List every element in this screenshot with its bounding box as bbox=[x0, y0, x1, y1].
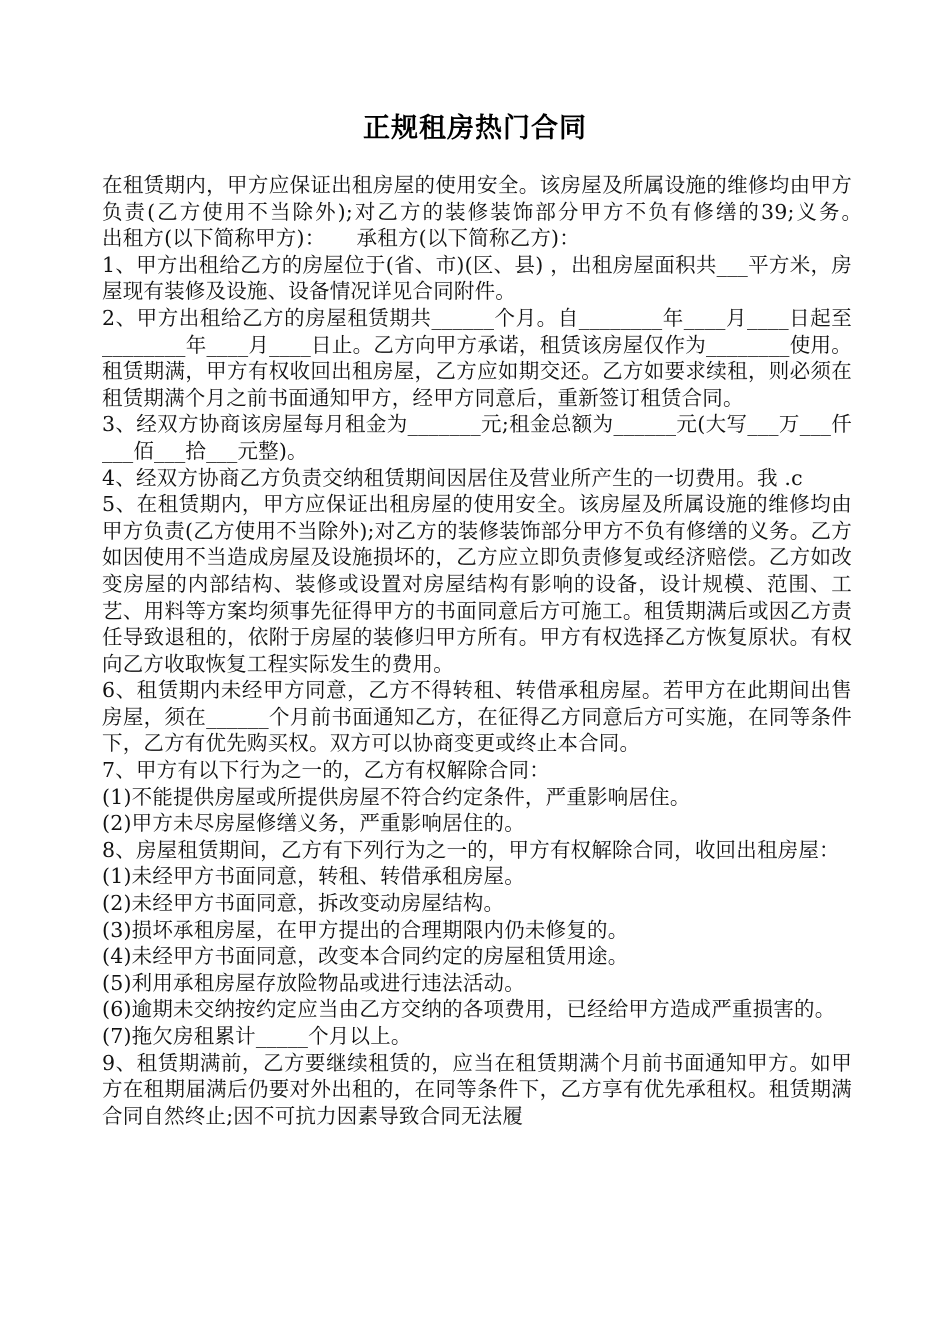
document-title: 正规租房热门合同 bbox=[363, 113, 587, 144]
paragraph-clause-8-item-4: (4)未经甲方书面同意，改变本合同约定的房屋租赁用途。 bbox=[102, 944, 629, 969]
paragraph-clause-9: 9、租赁期满前，乙方要继续租赁的，应当在租赁期满个月前书面通知甲方。如甲方在租期届满后仍要对外出租的，在同等条件下，乙方享有优先承租权。租赁期满合同自然终止;因不可抗力因素导致合同无法履 bbox=[102, 1050, 852, 1128]
paragraph-clause-8-item-6: (6)逾期未交纳按约定应当由乙方交纳的各项费用，已经给甲方造成严重损害的。 bbox=[102, 997, 836, 1022]
paragraph-clause-8-item-2: (2)未经甲方书面同意，拆改变动房屋结构。 bbox=[102, 891, 505, 916]
document-body bbox=[102, 172, 894, 1129]
paragraph-clause-7: 7、甲方有以下行为之一的，乙方有权解除合同： bbox=[102, 758, 550, 783]
paragraph-clause-2: 2、甲方出租给乙方的房屋租赁期共______个月。自________年____月____日起至________年____月____日止。乙方向甲方承诺，租赁该房屋仅作为________使用。 租赁期满，甲方有权收回出租房屋，乙方应如期交还。乙方如要求续租，则必须在租赁期满个月之前书面通知甲方，经甲方同意后，重新签订租赁合同。 bbox=[102, 305, 852, 410]
paragraph-clause-8-item-5: (5)利用承租房屋存放险物品或进行违法活动。 bbox=[102, 970, 525, 995]
paragraph-clause-5: 5、在租赁期内，甲方应保证出租房屋的使用安全。该房屋及所属设施的维修均由甲方负责(乙方使用不当除外);对乙方的装修装饰部分甲方不负有修缮的义务。乙方如因使用不当造成房屋及设施损坏的，乙方应立即负责修复或经济赔偿。乙方如改变房屋的内部结构、装修或设置对房屋结构有影响的设备，设计规模、范围、工艺、用料等方案均须事先征得甲方的书面同意后方可施工。租赁期满后或因乙方责任导致退租的，依附于房屋的装修归甲方所有。甲方有权选择乙方恢复原状。有权向乙方收取恢复工程实际发生的费用。 bbox=[102, 492, 852, 676]
paragraph-clause-6: 6、租赁期内未经甲方同意，乙方不得转租、转借承租房屋。若甲方在此期间出售房屋，须在______个月前书面通知乙方，在征得乙方同意后方可实施，在同等条件下，乙方有优先购买权。双方可以协商变更或终止本合同。 bbox=[102, 678, 852, 756]
paragraph-clause-4: 4、经双方协商乙方负责交纳租赁期间因居住及营业所产生的一切费用。我 .c bbox=[102, 465, 803, 490]
paragraph-intro: 在租赁期内，甲方应保证出租房屋的使用安全。该房屋及所属设施的维修均由甲方负责(乙方使用不当除外);对乙方的装修装饰部分甲方不负有修缮的39;义务。 出租方(以下简称甲方)： 承租方(以下简称乙方)： bbox=[102, 173, 894, 251]
paragraph-clause-3: 3、经双方协商该房屋每月租金为_______元;租金总额为______元(大写___万___仟___佰___拾___元整)。 bbox=[102, 412, 852, 463]
paragraph-clause-7-item-2: (2)甲方未尽房屋修缮义务，严重影响居住的。 bbox=[102, 811, 525, 836]
paragraph-clause-8-item-1: (1)未经甲方书面同意，转租、转借承租房屋。 bbox=[102, 864, 525, 889]
paragraph-clause-8-item-3: (3)损坏承租房屋，在甲方提出的合理期限内仍未修复的。 bbox=[102, 917, 629, 942]
paragraph-clause-8-item-7: (7)拖欠房租累计_____个月以上。 bbox=[102, 1024, 412, 1048]
paragraph-clause-1: 1、甲方出租给乙方的房屋位于(省、市)(区、县) ，出租房屋面积共___平方米，房屋现有装修及设施、设备情况详见合同附件。 bbox=[102, 252, 852, 304]
paragraph-clause-7-item-1: (1)不能提供房屋或所提供房屋不符合约定条件，严重影响居住。 bbox=[102, 784, 691, 809]
paragraph-clause-8: 8、房屋租赁期间，乙方有下列行为之一的，甲方有权解除合同，收回出租房屋： bbox=[102, 837, 840, 862]
